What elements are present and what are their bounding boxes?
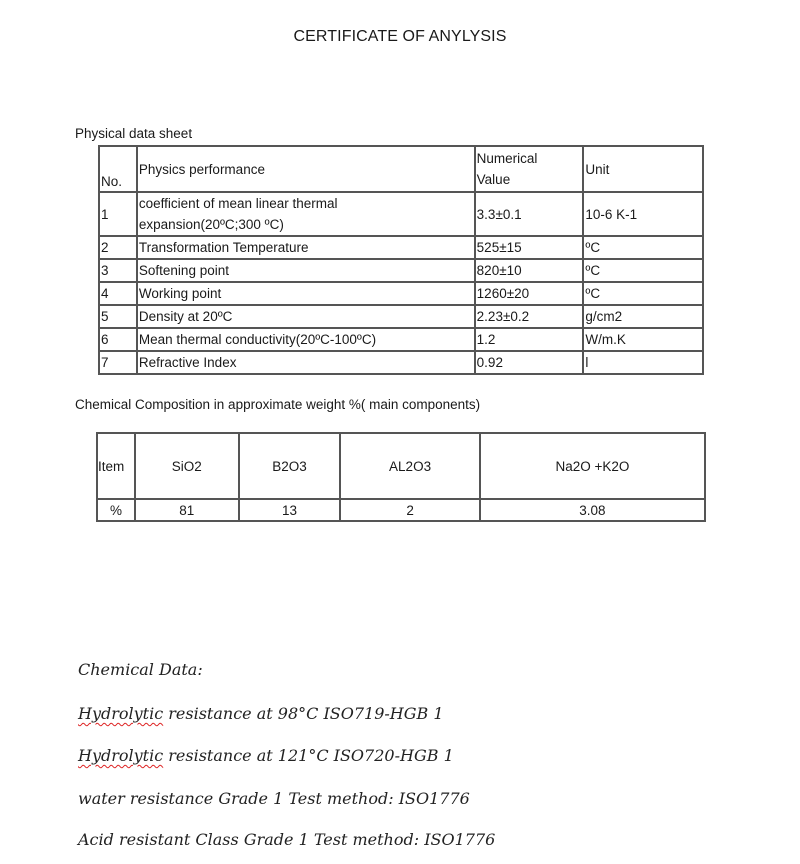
row-unit: ºC	[583, 282, 703, 305]
chemical-data-heading: Chemical Data:	[78, 660, 203, 679]
table-row	[99, 305, 703, 328]
row-no: 3	[99, 259, 137, 282]
table-row	[99, 328, 703, 351]
document-title: CERTIFICATE OF ANYLYSIS	[293, 28, 507, 45]
spellcheck-word: Hydrolytic	[78, 704, 164, 723]
header-unit: Unit	[583, 146, 703, 192]
table-header-row	[99, 146, 703, 192]
row-unit: ºC	[583, 236, 703, 259]
cell-b2o3: 13	[239, 499, 341, 521]
table-row	[99, 282, 703, 305]
header-na2o-k2o: Na2O +K2O	[480, 433, 705, 499]
row-value: 1.2	[475, 328, 584, 351]
row-unit: l	[583, 351, 703, 374]
physical-data-table	[98, 145, 704, 375]
row-performance: Refractive Index	[137, 351, 475, 374]
header-item: Item	[97, 433, 135, 499]
row-no: 6	[99, 328, 137, 351]
row-performance-line2: expansion(20ºC;300 ºC)	[138, 217, 284, 232]
cell-sio2: 81	[135, 499, 239, 521]
row-value: 820±10	[475, 259, 584, 282]
header-al2o3: AL2O3	[340, 433, 480, 499]
header-value-line2: Value	[476, 172, 511, 187]
header-no: No.	[99, 146, 137, 192]
row-performance: Mean thermal conductivity(20ºC-100ºC)	[137, 328, 475, 351]
row-no: 4	[99, 282, 137, 305]
spellcheck-word: Hydrolytic	[78, 746, 164, 765]
acid-resistance-line: Acid resistant Class Grade 1 Test method: ISO1776	[78, 830, 496, 849]
hydrolytic-121-line	[78, 746, 454, 765]
cell-percent-label: %	[97, 499, 135, 521]
hydrolytic-98-line	[78, 704, 444, 723]
row-unit: 10-6 K-1	[583, 192, 703, 236]
row-performance-line1: coefficient of mean linear thermal	[138, 196, 338, 211]
table-row	[99, 192, 703, 236]
row-performance	[137, 192, 475, 236]
table-row	[99, 259, 703, 282]
row-unit: ºC	[583, 259, 703, 282]
chemical-composition-table	[96, 432, 706, 522]
table-header-row	[97, 433, 705, 499]
header-b2o3: B2O3	[239, 433, 341, 499]
physical-data-label: Physical data sheet	[75, 126, 193, 141]
row-no: 7	[99, 351, 137, 374]
row-value: 3.3±0.1	[475, 192, 584, 236]
table-row	[99, 351, 703, 374]
cell-na2o-k2o: 3.08	[480, 499, 705, 521]
row-no: 5	[99, 305, 137, 328]
row-unit: W/m.K	[583, 328, 703, 351]
line-text: resistance at 121°C ISO720-HGB 1	[163, 746, 454, 765]
row-unit: g/cm2	[583, 305, 703, 328]
header-value-line1: Numerical	[476, 151, 538, 166]
header-sio2: SiO2	[135, 433, 239, 499]
row-no: 1	[99, 192, 137, 236]
row-performance: Softening point	[137, 259, 475, 282]
row-performance: Transformation Temperature	[137, 236, 475, 259]
row-value: 1260±20	[475, 282, 584, 305]
cell-al2o3: 2	[340, 499, 480, 521]
table-row	[99, 236, 703, 259]
row-no: 2	[99, 236, 137, 259]
water-resistance-line: water resistance Grade 1 Test method: ISO1776	[78, 789, 470, 808]
row-value: 525±15	[475, 236, 584, 259]
table-row	[97, 499, 705, 521]
line-text: resistance at 98°C ISO719-HGB 1	[163, 704, 444, 723]
chemical-composition-label: Chemical Composition in approximate weight %( main components)	[75, 397, 481, 412]
row-performance: Density at 20ºC	[137, 305, 475, 328]
row-performance: Working point	[137, 282, 475, 305]
header-performance: Physics performance	[137, 146, 475, 192]
row-value: 0.92	[475, 351, 584, 374]
header-value	[475, 146, 584, 192]
row-value: 2.23±0.2	[475, 305, 584, 328]
